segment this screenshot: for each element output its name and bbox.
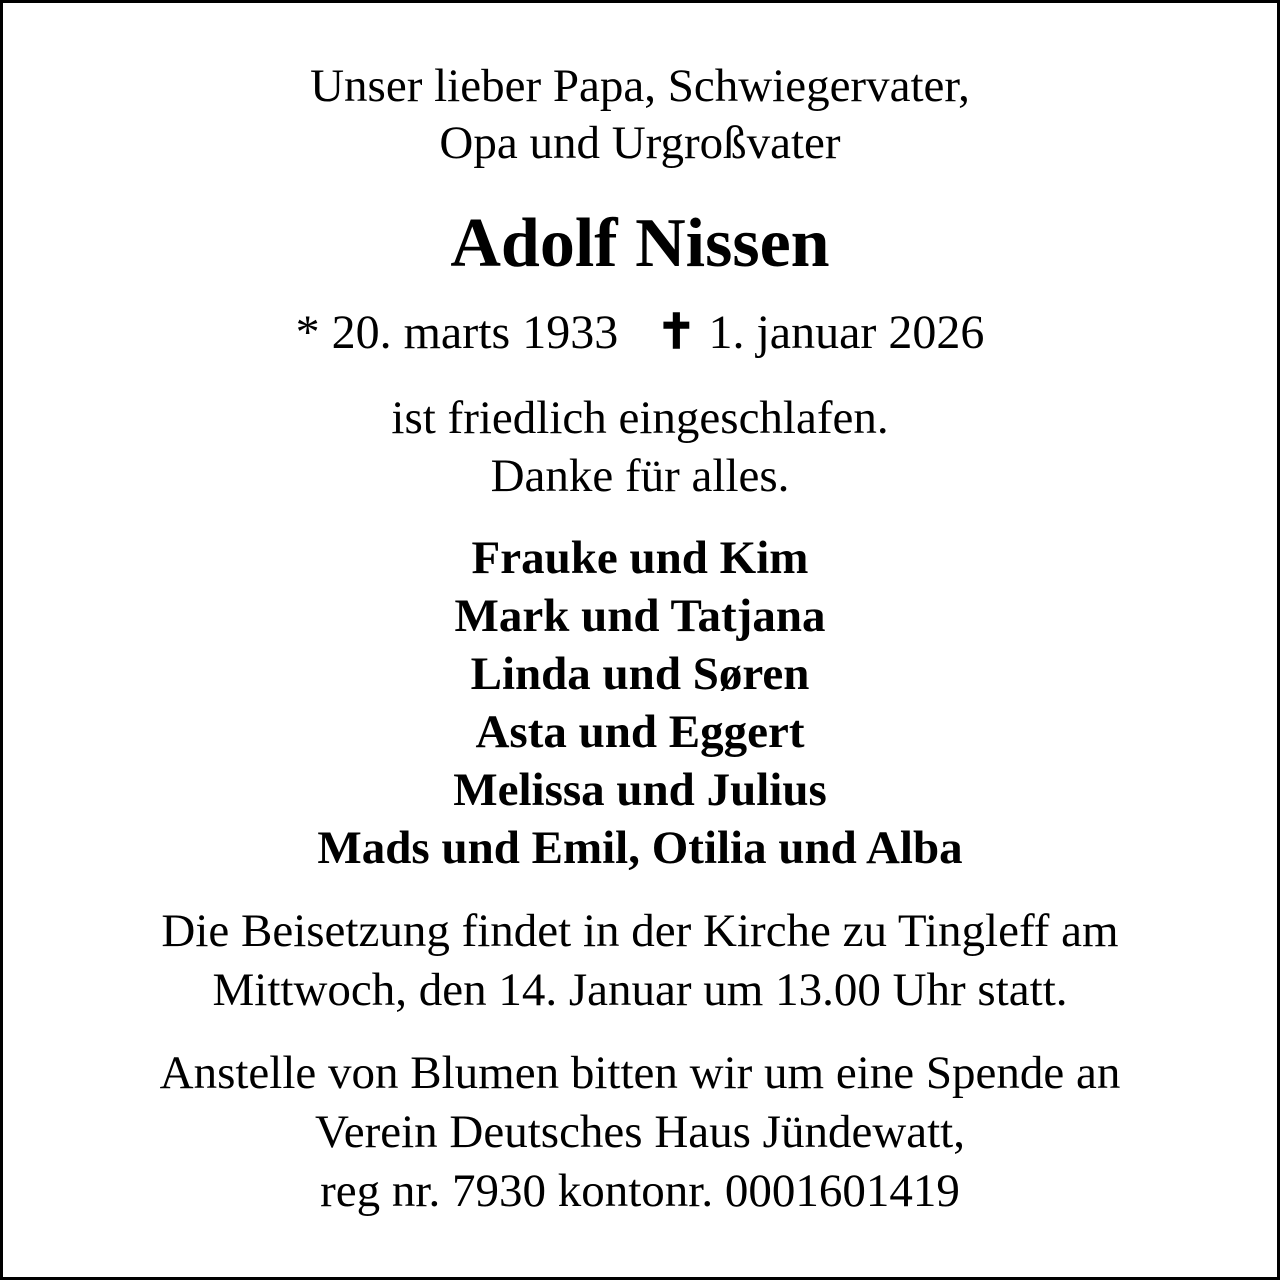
intro-line-1: Unser lieber Papa, Schwiegervater, [310,60,970,112]
mourner-name: Linda und Søren [470,648,810,700]
mourner-name: Asta und Eggert [475,706,805,758]
farewell-message [0,389,1280,505]
deceased-name: Adolf Nissen [450,205,830,282]
funeral-line-2: Mittwoch, den 14. Januar um 13.00 Uhr statt. [212,964,1068,1016]
cross-icon: ✝ [656,306,697,359]
mourners-list [0,529,1280,877]
birth-date: * 20. marts 1933 [295,306,619,359]
donation-line-2: Verein Deutsches Haus Jündewatt, [315,1106,965,1158]
mourner-name: Mark und Tatjana [454,590,826,642]
mourner-name: Frauke und Kim [471,532,809,584]
intro-line-2: Opa und Urgroßvater [439,117,841,169]
message-line-1: ist friedlich eingeschlafen. [391,392,889,444]
mourner-name: Melissa und Julius [453,764,827,816]
donation-info [0,1044,1280,1221]
donation-line-3: reg nr. 7930 kontonr. 0001601419 [320,1165,960,1217]
message-line-2: Danke für alles. [490,450,790,502]
funeral-line-1: Die Beisetzung findet in der Kirche zu Tingleff am [161,905,1119,957]
intro-text [0,58,1280,172]
death-date: 1. januar 2026 [708,306,985,359]
funeral-info [0,902,1280,1020]
donation-line-1: Anstelle von Blumen bitten wir um eine Spende an [159,1047,1121,1099]
life-dates [0,303,1280,363]
mourner-name: Mads und Emil, Otilia und Alba [317,822,963,874]
